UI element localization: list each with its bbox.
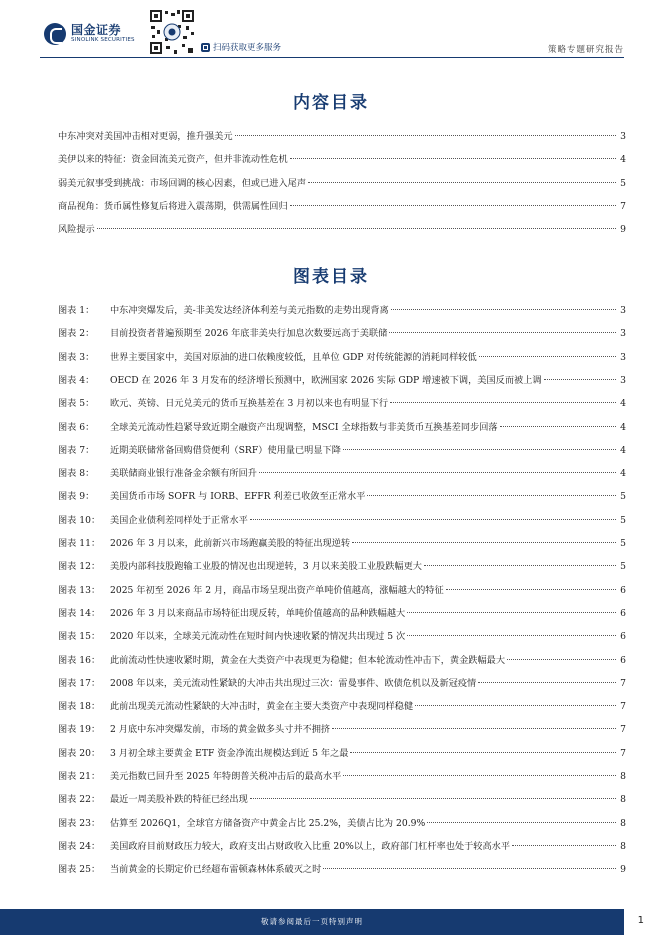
figure-entry-label: 2008 年以来，美元流动性紧缺的大冲击共出现过三次：雷曼事件、欧债危机以及新冠疫情 (110, 677, 477, 689)
figure-entry[interactable] (58, 791, 626, 805)
figure-entry[interactable] (58, 535, 626, 549)
page-number: 1 (637, 915, 644, 926)
contents-entry[interactable] (58, 151, 626, 165)
figure-entry-leader (427, 821, 616, 823)
contents-entry-label: 弱美元叙事受到挑战：市场回调的核心因素，但或已进入尾声 (58, 177, 307, 189)
figure-entry-leader (389, 331, 616, 333)
scan-text: 扫码获取更多服务 (213, 43, 282, 53)
figure-entry-number: 图表 10： (58, 514, 101, 526)
figure-entry-label: 2026 年 3 月以来，此前新兴市场跑赢美股的特征出现逆转 (110, 538, 351, 549)
contents-entry[interactable] (58, 221, 626, 235)
figure-entry-label: 世界主要国家中，美国对原油的进口依赖度较低，且单位 GDP 对传统能源的消耗同样较低 (110, 351, 477, 363)
figure-entry-leader (350, 751, 616, 753)
figure-entry-page: 3 (620, 351, 626, 363)
figure-entry[interactable] (58, 395, 626, 409)
footer-disclaimer: 敬请参阅最后一页特别声明 (261, 917, 363, 926)
figure-entry-number: 图表 19： (58, 724, 101, 736)
figure-entry-page: 6 (620, 607, 626, 619)
figure-entry-number: 图表 8： (58, 468, 95, 480)
figure-entry-leader (415, 704, 616, 706)
figure-entry[interactable] (58, 419, 626, 433)
figure-entry-page: 8 (620, 817, 626, 829)
figure-entry-leader (367, 494, 616, 496)
figure-entry[interactable] (58, 582, 626, 596)
figure-entry-label: 全球美元流动性趋紧导致近期全融资产出现调整，MSCI 全球指数与非美货币互换基差同步回落 (110, 421, 498, 433)
figure-entry-number: 图表 3： (58, 351, 95, 363)
figure-entry-label: 此前流动性快速收紧时期，黄金在大类资产中表现更为稳健；但本轮流动性冲击下，黄金跌幅最大 (110, 654, 506, 666)
contents-entry-label: 中东冲突对美国冲击相对更弱，推升强美元 (58, 131, 233, 142)
figure-entry-number: 图表 15： (58, 631, 101, 643)
figure-entry-label: 美国政府目前财政压力较大，政府支出占财政收入比重 20%以上，政府部门杠杆率也处于较高水平 (110, 840, 511, 852)
figure-entry[interactable] (58, 558, 626, 572)
figure-entry-page: 3 (620, 374, 626, 386)
figure-entry[interactable] (58, 605, 626, 619)
figure-entry-label: 最近一周美股补跌的特征已经出现 (110, 794, 248, 806)
scan-icon (201, 43, 210, 52)
figure-entry[interactable] (58, 488, 626, 502)
figure-entry-page: 3 (620, 305, 626, 316)
figure-entry-leader (259, 471, 616, 473)
figure-entry-page: 8 (620, 840, 626, 852)
figure-entry-number: 图表 2： (58, 328, 95, 340)
figure-entry-page: 5 (620, 561, 626, 573)
figure-entry[interactable] (58, 721, 626, 735)
contents-entry-leader (308, 181, 616, 183)
figure-entry-leader (343, 448, 616, 450)
figure-entry-page: 4 (620, 468, 626, 480)
figure-entry-leader (500, 425, 616, 427)
figure-entry[interactable] (58, 628, 626, 642)
figure-entry-leader (507, 658, 616, 660)
figure-entry-page: 6 (620, 631, 626, 643)
figure-entry[interactable] (58, 512, 626, 526)
figure-entry[interactable] (58, 302, 626, 316)
figure-entry-label: 此前出现美元流动性紧缺的大冲击时，黄金在主要大类资产中表现同样稳健 (110, 701, 414, 713)
figure-entry-number: 图表 11： (58, 538, 101, 549)
figure-entry[interactable] (58, 745, 626, 759)
figure-entry-leader (391, 308, 616, 310)
contents-entry-label: 美伊以来的特征：资金回流美元资产，但并非流动性危机 (58, 154, 288, 166)
figure-entry-leader (446, 588, 616, 590)
figure-entry[interactable] (58, 372, 626, 386)
contents-entry-page: 4 (620, 154, 626, 166)
figure-entry-label: 2025 年初至 2026 年 2 月，商品市场呈现出资产单吨价值越高，涨幅越大的特征 (110, 584, 444, 596)
figure-entry-page: 7 (620, 701, 626, 713)
figure-entry[interactable] (58, 861, 626, 875)
figure-entry-page: 4 (620, 421, 626, 433)
figure-entry-label: 中东冲突爆发后，美-非美发达经济体利差与美元指数的走势出现背离 (110, 305, 389, 316)
figure-entry-leader (407, 611, 616, 613)
figure-entry-page: 5 (620, 538, 626, 549)
figure-entry-page: 6 (620, 654, 626, 666)
contents-entry[interactable] (58, 128, 626, 142)
figure-entry-leader (512, 844, 616, 846)
figure-entry-label: 美股内部科技股跑输工业股的情况也出现逆转，3 月以来美股工业股跌幅更大 (110, 561, 422, 573)
company-logo (44, 23, 135, 45)
contents-entry-page: 5 (620, 177, 626, 189)
figure-entry[interactable] (58, 768, 626, 782)
page-header (0, 0, 662, 62)
figure-entry-label: OECD 在 2026 年 3 月发布的经济增长预测中，欧洲国家 2026 实际 GDP 增速被下调，美国反而被上调 (110, 374, 542, 386)
figures-title: 图表目录 (293, 267, 369, 287)
figure-entry-label: 近期美联储常备回购借贷便利（SRF）使用量已明显下降 (110, 444, 341, 456)
figure-entry-number: 图表 9： (58, 491, 95, 503)
figure-entry-number: 图表 20： (58, 747, 101, 759)
contents-entry-page: 7 (620, 200, 626, 212)
figure-entry-label: 美联储商业银行准备金余额有所回升 (110, 468, 257, 480)
figure-entry-leader (478, 681, 616, 683)
contents-entry-leader (290, 157, 616, 159)
figure-entry-number: 图表 5： (58, 398, 95, 410)
figure-entry-page: 7 (620, 677, 626, 689)
figure-entry-label: 3 月初全球主要黄金 ETF 资金净流出规模达到近 5 年之最 (110, 747, 349, 759)
figure-entry-leader (352, 541, 616, 543)
contents-entry-leader (290, 204, 616, 206)
figure-entry-number: 图表 18： (58, 701, 101, 713)
page-footer (0, 904, 662, 936)
figure-entry-leader (332, 727, 616, 729)
figure-entry-page: 7 (620, 724, 626, 736)
figure-entry-leader (390, 401, 616, 403)
figure-entry-label: 估算至 2026Q1，全球官方储备资产中黄金占比 25.2%，美债占比为 20.9% (110, 817, 426, 829)
figure-entry-number: 图表 21： (58, 771, 101, 782)
figure-entry-label: 美国企业债利差同样处于正常水平 (110, 514, 248, 526)
figure-entry-page: 7 (620, 747, 626, 759)
figure-entry-page: 8 (620, 771, 626, 782)
logo-mark-icon (44, 23, 66, 45)
figure-entry[interactable] (58, 698, 626, 712)
figure-entry-page: 3 (620, 328, 626, 340)
figure-entry-number: 图表 24： (58, 840, 101, 852)
figure-entry-leader (250, 797, 616, 799)
figure-entry-label: 2026 年 3 月以来商品市场特征出现反转，单吨价值越高的品种跌幅越大 (110, 607, 406, 619)
figure-entry-label: 2020 年以来，全球美元流动性在短时间内快速收紧的情况共出现过 5 次 (110, 631, 406, 643)
logo-en: SINOLINK SECURITIES (71, 37, 135, 44)
contents-entry-leader (97, 227, 616, 229)
figure-entry-label: 2 月底中东冲突爆发前，市场的黄金做多头寸并不拥挤 (110, 724, 331, 736)
logo-cn: 国金证券 (71, 23, 122, 38)
figure-entry-number: 图表 1： (58, 305, 95, 316)
report-type: 策略专题研究报告 (547, 45, 624, 55)
figure-entry-page: 5 (620, 491, 626, 503)
figure-entry-number: 图表 12： (58, 561, 101, 573)
figure-entry-label: 当前黄金的长期定价已经超布雷顿森林体系破灭之时 (110, 864, 322, 876)
figure-entry-page: 8 (620, 794, 626, 806)
figure-entry[interactable] (58, 325, 626, 339)
figure-entry-label: 目前投资者普遍预期至 2026 年底非美央行加息次数要远高于美联储 (110, 328, 388, 340)
figure-entry-leader (343, 774, 616, 776)
figure-entry-number: 图表 23： (58, 817, 101, 829)
figure-entry-number: 图表 6： (58, 421, 95, 433)
contents-entry-leader (235, 134, 616, 136)
figure-entry-leader (323, 867, 616, 869)
figure-entry-page: 4 (620, 444, 626, 456)
figure-entry-number: 图表 7： (58, 444, 95, 456)
figure-entry-number: 图表 14： (58, 607, 101, 619)
figure-entry-page: 5 (620, 514, 626, 526)
figure-entry[interactable] (58, 349, 626, 363)
contents-entry-label: 商品视角：货币属性修复后将进入震荡期，供需属性回归 (58, 200, 288, 212)
figure-entry[interactable] (58, 442, 626, 456)
figure-entry-page: 6 (620, 584, 626, 596)
figure-entry-label: 美国货币市场 SOFR 与 IORB、EFFR 利差已收敛至正常水平 (110, 491, 366, 503)
figure-entry-leader (424, 564, 616, 566)
figure-entry[interactable] (58, 465, 626, 479)
contents-entry-page: 3 (620, 131, 626, 142)
contents-entry-page: 9 (620, 224, 626, 236)
figure-entry[interactable] (58, 675, 626, 689)
figure-entry-number: 图表 17： (58, 677, 101, 689)
figure-entry-number: 图表 4： (58, 374, 95, 386)
figure-entry-leader (407, 634, 616, 636)
figure-entry-number: 图表 13： (58, 584, 101, 596)
figure-entry-leader (544, 378, 616, 380)
figure-entry-number: 图表 25： (58, 864, 101, 876)
figure-entry-number: 图表 16： (58, 654, 101, 666)
figure-entry[interactable] (58, 652, 626, 666)
figure-entry-page: 9 (620, 864, 626, 876)
figure-entry-label: 欧元、英镑、日元兑美元的货币互换基差在 3 月初以来也有明显下行 (110, 398, 389, 410)
contents-entry[interactable] (58, 198, 626, 212)
header-divider (40, 57, 624, 58)
qr-code-icon[interactable] (148, 8, 196, 56)
figure-entry-number: 图表 22： (58, 794, 101, 806)
contents-entry-label: 风险提示 (58, 224, 95, 236)
figure-entry-page: 4 (620, 398, 626, 410)
contents-title: 内容目录 (293, 93, 369, 113)
figure-entry-label: 美元指数已回升至 2025 年特朗普关税冲击后的最高水平 (110, 771, 342, 782)
figure-entry[interactable] (58, 815, 626, 829)
contents-entry[interactable] (58, 175, 626, 189)
figure-entry-leader (479, 355, 616, 357)
figure-entry[interactable] (58, 838, 626, 852)
figure-entry-leader (250, 518, 616, 520)
